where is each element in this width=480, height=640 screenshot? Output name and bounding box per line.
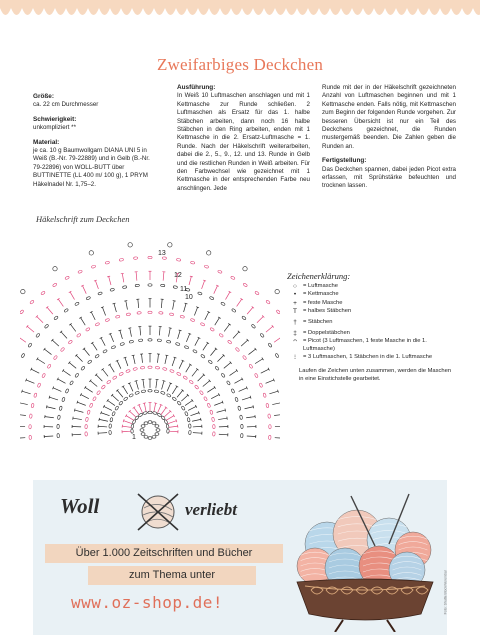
difficulty-value: unkompliziert ** xyxy=(33,124,76,132)
material-label: Material: xyxy=(33,138,60,146)
legend-symbol-icon: ᴖ xyxy=(293,338,297,346)
advertisement[interactable] xyxy=(33,480,447,635)
legend-symbol-icon: ‡ xyxy=(293,330,297,338)
legend-item xyxy=(287,330,457,337)
legend-item xyxy=(287,338,457,352)
legend-text: = halbes Stäbchen xyxy=(303,307,352,314)
ad-credit: Foto: Shutterstock/Vereinbar xyxy=(443,570,447,615)
round-label-12: 12 xyxy=(174,272,182,279)
yarn-ball-icon xyxy=(130,488,186,532)
scalloped-border xyxy=(0,0,480,26)
yarn-basket-illustration xyxy=(291,486,439,632)
instructions-column-2 xyxy=(322,84,456,197)
legend-footnote: Laufen die Zeichen unten zusammen, werden die Maschen in eine Einstichstelle gearbeitet. xyxy=(299,368,452,382)
round-label-13: 13 xyxy=(158,250,166,257)
info-column xyxy=(33,93,158,195)
legend-text: = Stäbchen xyxy=(303,319,333,326)
ad-line-2: zum Thema unter xyxy=(88,566,256,585)
legend-text: = Luftmasche xyxy=(303,283,338,290)
legend-title: Zeichenerklärung: xyxy=(287,271,351,281)
legend-item xyxy=(287,300,457,307)
instructions-heading: Ausführung: xyxy=(177,84,216,91)
instructions-text-1: In Weiß 10 Luftmaschen anschlagen und mit 1 Kettmasche zur Runde schließen. 2 Luftmaschen als Ersatz für das 1. halbe Stäbchen arbeiten, dann noch 16 halbe Stäbchen in den Ring arbeiten, enden mit 1 Kettmasche in die 2. Ersatz-Luftmasche = 1. Runde. Nach der Häkelschrift weiterarbeiten, dabei die 2., 5., 9., 12. und 13. Runde in Gelb und die restlichen Runden in Weiß arbeiten. Für den Farbwechsel wie gezeichnet mit 1 Kettmasche in der entsprechenden Farbe neu anschlingen. Jede xyxy=(177,92,310,192)
finishing-heading: Fertigstellung: xyxy=(322,157,367,165)
legend-symbol-icon: T xyxy=(293,307,297,315)
legend-text: = feste Masche xyxy=(303,299,343,306)
ad-logo-left: Woll xyxy=(60,494,100,518)
crochet-diagram xyxy=(20,225,280,460)
ad-url-link[interactable]: www.oz-shop.de! xyxy=(71,593,223,612)
round-label-10: 10 xyxy=(185,294,193,301)
legend-text: = Doppelstäbchen xyxy=(303,330,350,337)
instructions-text-2: Runde mit der in der Häkelschrift gezeichneten Anzahl von Luftmaschen beginnen und mit 1 Kettmasche enden. Falls nötig, mit Kettmaschen zum Beginn der folgenden Runde vorgehen. Zur besseren Übersicht ist nur ein Teil des Deckchens gezeichnet, die Runden mustergemäß beenden. Die Zahlen geben die Runden an. xyxy=(322,84,456,150)
legend-symbol-icon: + xyxy=(293,299,297,307)
difficulty-label: Schwierigkeit: xyxy=(33,115,77,123)
diagram-title: Häkelschrift zum Deckchen xyxy=(36,214,130,224)
instructions-column xyxy=(177,84,310,199)
legend-item xyxy=(287,308,457,315)
legend-item xyxy=(287,291,457,298)
legend-text: = 3 Luftmaschen, 1 Stäbchen in die 1. Luftmasche xyxy=(303,353,433,360)
finishing-text: Das Deckchen spannen, dabei jeden Picot extra erfassen, mit Sprühstärke befeuchten und trocknen lassen. xyxy=(322,165,456,190)
ad-logo-right: verliebt xyxy=(185,500,237,519)
page-title: Zweifarbiges Deckchen xyxy=(156,55,324,74)
legend-text: = Kettmasche xyxy=(303,291,339,298)
legend xyxy=(287,273,457,383)
legend-symbol-icon: ⁝ xyxy=(293,353,297,361)
legend-item xyxy=(287,283,457,290)
legend-item xyxy=(287,319,457,326)
legend-symbol-icon: • xyxy=(293,291,297,299)
legend-symbol-icon: ○ xyxy=(293,283,297,291)
material-value: je ca. 10 g Baumwollgarn DIANA UNI 5 in Weiß (B.-Nr. 79-22889) und in Gelb (B.-Nr. 79-22896) von WOLL-BUTT über BUTTINETTE (LL 400 m/ 100 g), 1 PRYM Häkelnadel Nr. 1,75–2. xyxy=(33,147,150,188)
round-label-11: 11 xyxy=(180,286,188,293)
size-value: ca. 22 cm Durchmesser xyxy=(33,101,99,109)
size-label: Größe: xyxy=(33,93,54,100)
legend-item xyxy=(287,354,457,361)
legend-text: = Picot (3 Luftmaschen, 1 feste Masche in die 1. Luftmasche) xyxy=(303,338,427,352)
ad-line-1: Über 1.000 Zeitschriften und Bücher xyxy=(45,544,283,563)
round-label-1: 1 xyxy=(132,434,136,441)
legend-symbol-icon: † xyxy=(293,319,297,327)
